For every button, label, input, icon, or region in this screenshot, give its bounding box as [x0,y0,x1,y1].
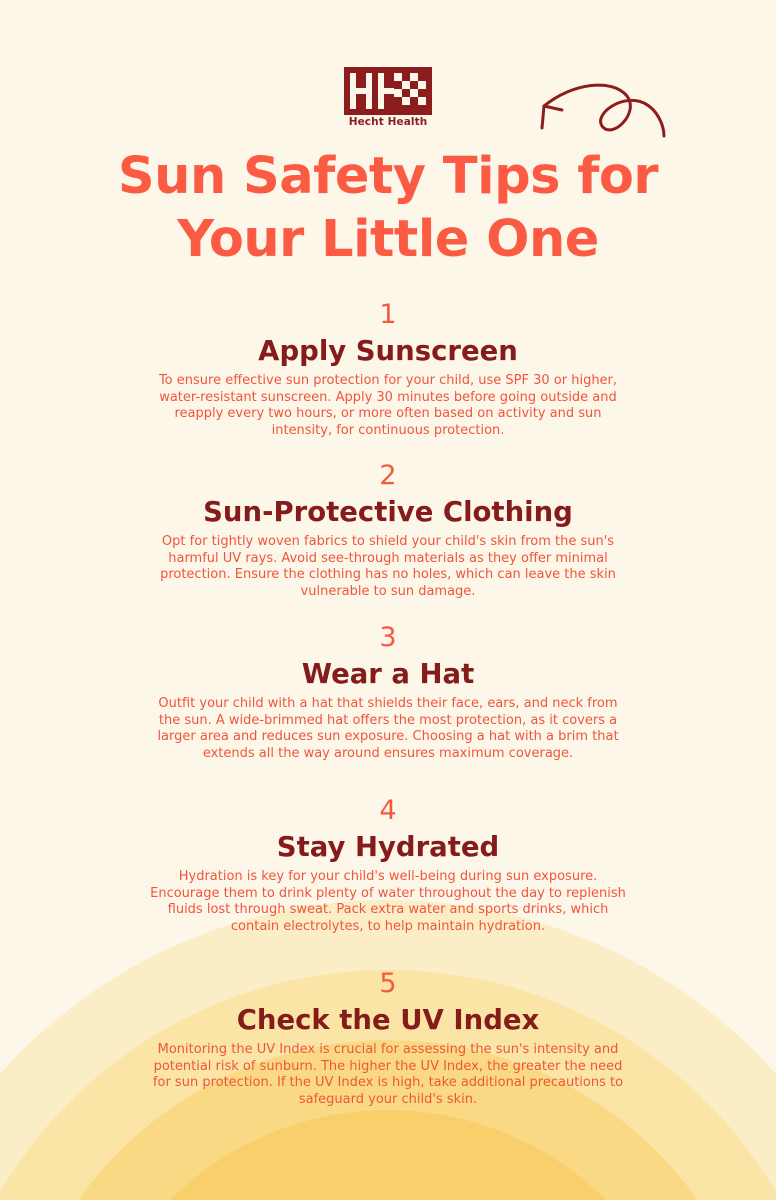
tip-item [0,622,776,762]
tip-item [0,795,776,935]
tip-number: 3 [379,622,397,653]
tip-number: 5 [379,968,397,999]
page-title-line-2: Your Little One [177,210,599,269]
tip-body: Hydration is key for your child's well-being during sun exposure. Encourage them to drink plenty of water throughout the day to replenish fluids lost through sweat. Pack extra water and sports drinks, which contain electrolytes, to help maintain hydration. [150,869,626,934]
page-title [0,145,776,271]
tip-number: 2 [379,460,397,491]
tip-body: Outfit your child with a hat that shields their face, ears, and neck from the sun. A wide-brimmed hat offers the most protection, as it covers a larger area and reduces sun exposure. Choosing a hat with a brim that extends all the way around ensures maximum coverage. [157,696,619,761]
tip-item [0,968,776,1108]
tip-title: Check the UV Index [236,1004,540,1036]
tip-title: Sun-Protective Clothing [203,496,573,528]
tip-body: To ensure effective sun protection for your child, use SPF 30 or higher, water-resistant sunscreen. Apply 30 minutes before going outside and reapply every two hours, or more often based on activity and sun intensity, for continuous protection. [158,373,618,438]
tip-body: Opt for tightly woven fabrics to shield your child's skin from the sun's harmful UV rays. Avoid see-through materials as they offer minimal protection. Ensure the clothing has no holes, which can leave the skin vulnerable to sun damage. [160,534,616,599]
tip-number: 4 [379,795,397,826]
tip-number: 1 [379,299,397,330]
tip-item [0,299,776,439]
page-title-line-1: Sun Safety Tips for [117,147,659,206]
tip-title: Wear a Hat [301,658,475,690]
hecht-health-logo-icon [344,67,432,115]
tip-title: Stay Hydrated [276,831,500,863]
tip-body: Monitoring the UV Index is crucial for assessing the sun's intensity and potential risk of sunburn. The higher the UV Index, the greater the need for sun protection. If the UV Index is high, take additional precautions to safeguard your child's skin. [152,1042,624,1107]
tip-title: Apply Sunscreen [258,335,518,367]
tip-item [0,460,776,600]
brand-logo [343,66,433,130]
curly-arrow-icon [532,78,672,148]
brand-name: Hecht Health [348,116,428,128]
